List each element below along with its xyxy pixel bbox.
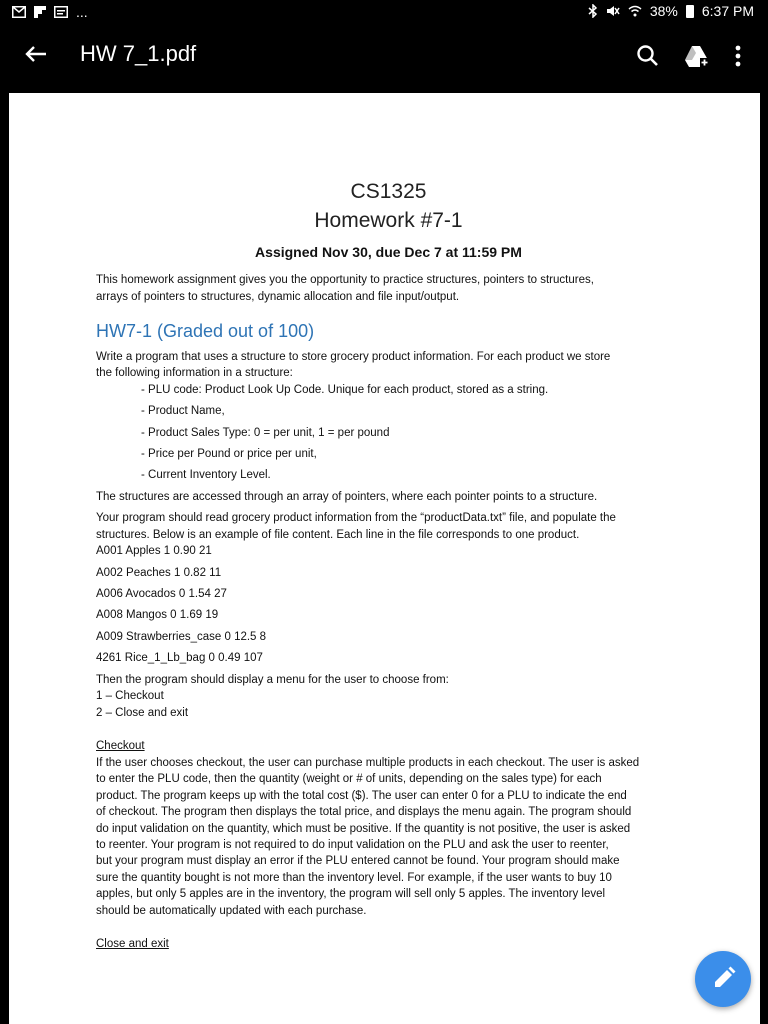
file-line: A006 Avocados 0 1.54 27: [96, 588, 227, 600]
news-icon: [54, 6, 68, 18]
checkout-line: sure the quantity bought is not more than the inventory level. For example, if the user wants to buy 10: [96, 872, 612, 884]
add-to-drive-icon[interactable]: [683, 42, 711, 70]
checkout-line: but your program must display an error if the PLU entered cannot be found. Your program should make: [96, 855, 620, 867]
field-item: - Price per Pound or price per unit,: [141, 448, 317, 460]
clock: 6:37 PM: [701, 3, 754, 19]
edit-button[interactable]: [695, 951, 751, 1007]
file-line: A002 Peaches 1 0.82 11: [96, 567, 222, 579]
desc-line-1: Write a program that uses a structure to store grocery product information. For each product we store: [96, 351, 611, 363]
assigned-line: Assigned Nov 30, due Dec 7 at 11:59 PM: [255, 244, 522, 260]
intro-line-1: This homework assignment gives you the opportunity to practice structures, pointers to structures,: [96, 274, 594, 286]
file-line: 4261 Rice_1_Lb_bag 0 0.49 107: [96, 652, 263, 664]
close-exit-heading: Close and exit: [96, 938, 169, 950]
checkout-line: If the user chooses checkout, the user can purchase multiple products in each checkout. The user is asked: [96, 757, 640, 769]
checkout-line: should be automatically updated with each purchase.: [96, 905, 367, 917]
checkout-line: do input validation on the quantity, which must be positive. If the quantity is not positive, the user is asked: [96, 823, 631, 835]
file-line: A008 Mangos 0 1.69 19: [96, 609, 219, 621]
search-icon[interactable]: [634, 42, 662, 70]
field-item: - Product Name,: [141, 405, 225, 417]
checkout-line: to enter the PLU code, then the quantity (weight or # of units, depending on the sales type) for each: [96, 773, 602, 785]
back-arrow-icon[interactable]: [22, 40, 50, 68]
file-line: A001 Apples 1 0.90 21: [96, 545, 212, 557]
more-options-icon[interactable]: [724, 42, 752, 70]
read-line-2: structures. Below is an example of file content. Each line in the file corresponds to one product.: [96, 529, 580, 541]
field-item: - PLU code: Product Look Up Code. Unique for each product, stored as a string.: [141, 384, 549, 396]
file-line: A009 Strawberries_case 0 12.5 8: [96, 631, 267, 643]
checkout-line: to reenter. Your program is not required to do input validation on the PLU and ask the user to reenter,: [96, 839, 609, 851]
status-bar-notifications: [12, 4, 88, 20]
structures-line: The structures are accessed through an array of pointers, where each pointer points to a structure.: [96, 491, 598, 503]
file-title: HW 7_1.pdf: [80, 41, 197, 66]
wifi-icon: [628, 5, 642, 17]
checkout-heading: Checkout: [96, 740, 145, 752]
bluetooth-icon: [588, 4, 598, 18]
flipboard-icon: [34, 6, 46, 18]
pdf-page[interactable]: [9, 93, 760, 1024]
status-bar-system: [588, 3, 754, 19]
section-heading: HW7-1 (Graded out of 100): [96, 321, 315, 341]
battery-icon: [686, 5, 694, 18]
menu-option-1: 1 – Checkout: [96, 690, 164, 702]
checkout-line: product. The program keeps up with the total cost ($). The user can enter 0 for a PLU to indicate the end: [96, 790, 627, 802]
mute-icon: [606, 4, 620, 18]
field-item: - Current Inventory Level.: [141, 469, 271, 481]
homework-title: Homework #7-1: [314, 209, 463, 232]
app-bar: [0, 24, 768, 88]
checkout-line: apples, but only 5 apples are in the inventory, the program will sell only 5 apples. The inventory level: [96, 888, 606, 900]
field-item: - Product Sales Type: 0 = per unit, 1 = per pound: [141, 427, 390, 439]
intro-line-2: arrays of pointers to structures, dynamic allocation and file input/output.: [96, 291, 460, 303]
desc-line-2: the following information in a structure:: [96, 367, 293, 379]
checkout-line: of checkout. The program then displays the total price, and displays the menu again. The program should: [96, 806, 632, 818]
read-line-1: Your program should read grocery product information from the “productData.txt” file, and populate the: [96, 512, 616, 524]
more-notifications: ...: [76, 4, 88, 20]
battery-percent: 38%: [649, 3, 678, 19]
menu-intro: Then the program should display a menu for the user to choose from:: [96, 674, 449, 686]
pencil-icon: [695, 951, 751, 1007]
course-title: CS1325: [350, 180, 427, 203]
status-bar: [0, 0, 768, 24]
menu-option-2: 2 – Close and exit: [96, 707, 189, 719]
mail-icon: [12, 6, 26, 18]
